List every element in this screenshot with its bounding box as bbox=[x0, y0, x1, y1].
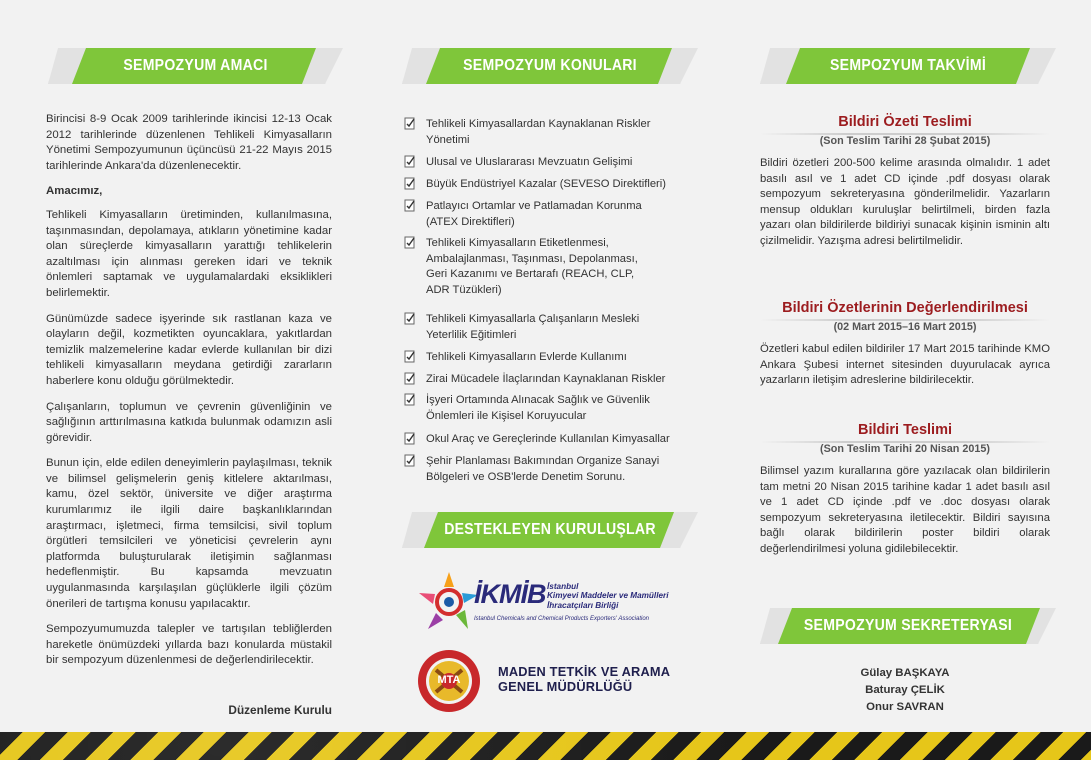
topic-item: Tehlikeli Kimyasalların Etiketlenmesi, Ambalajlanması, Taşınması, Depolanması, Geri Kazanımı ve Bertarafı (REACH, CLP, ADR Tüzükleri) bbox=[402, 236, 660, 298]
topic-item: Şehir Planlaması Bakımından Organize Sanayi Bölgeleri ve OSB'lerde Denetim Sorunu. bbox=[402, 454, 678, 485]
checklist-icon bbox=[404, 117, 416, 130]
checklist-icon bbox=[404, 177, 416, 190]
mta-logo bbox=[416, 648, 696, 716]
ikmib-line1: İstanbul bbox=[547, 582, 579, 591]
abstract-submission-title: Bildiri Özeti Teslimi bbox=[838, 114, 972, 130]
member-name: Onur SAVRAN bbox=[866, 701, 944, 713]
checklist-icon bbox=[404, 432, 416, 445]
hazard-stripe-footer bbox=[0, 732, 1091, 760]
ikmib-english: Istanbul Chemicals and Chemical Products Exporters' Association bbox=[474, 616, 650, 622]
aim-intro-paragraph: Birincisi 8-9 Ocak 2009 tarihlerinde ikincisi 12-13 Ocak 2012 tarihlerinde düzenlenen Tehlikeli Kimyasalların Yönetimi Sempozyumunun üçüncüsü 21-22 Mayıs 2015 tarihlerinde Ankara'da düzenlenecektir. bbox=[46, 113, 332, 172]
abstract-evaluation-title: Bildiri Özetlerinin Değerlendirilmesi bbox=[782, 300, 1028, 316]
mta-name-line2: GENEL MÜDÜRLÜĞÜ bbox=[498, 679, 633, 694]
secretariat-header: SEMPOZYUM SEKRETERYASI bbox=[803, 617, 1013, 634]
aim-paragraph-2: Tehlikeli Kimyasalların üretiminden, kullanılmasına, taşınmasından, depolamaya, atıkların yönetimine kadar olan süreçlerde kimyasalların yarattığı tehlikelerin azaltılması için alınması gereken idari ve teknik önlemleri saptamak ve uygulamalardaki eksiklikleri belirlemektir. bbox=[46, 208, 332, 299]
checklist-icon bbox=[404, 372, 416, 385]
topic-item: Zirai Mücadele İlaçlarından Kaynaklanan Riskler bbox=[402, 372, 692, 388]
paper-submission-date: (Son Teslim Tarihi 20 Nisan 2015) bbox=[760, 441, 1050, 455]
topic-item: Tehlikeli Kimyasallarla Çalışanların Mesleki Yeterlilik Eğitimleri bbox=[402, 312, 674, 343]
secretariat-banner bbox=[760, 608, 1056, 644]
aim-banner bbox=[48, 48, 343, 84]
abstract-evaluation-date: (02 Mart 2015–16 Mart 2015) bbox=[760, 319, 1050, 333]
signature: Düzenleme Kurulu bbox=[228, 703, 332, 717]
abstract-submission-body: Bildiri özetleri 200-500 kelime arasında olmalıdır. 1 adet basılı asıl ve 1 adet CD içinde .pdf dosyası olarak sempozyum sekreteryasına gönderilmelidir. Yazarların mensup oldukları kuruluşlar belirtilmeli, birden fazla yazarı olan bildirilerde bildiriyi sunacak kişinin isminin altı çizilmelidir. Yazışma adresi belirtilmelidir. bbox=[760, 157, 1050, 247]
member-name: Baturay ÇELİK bbox=[865, 684, 945, 696]
member-name: Gülay BAŞKAYA bbox=[860, 667, 950, 679]
calendar-header: SEMPOZYUM TAKVİMİ bbox=[830, 57, 986, 74]
aim-header: SEMPOZYUM AMACI bbox=[123, 57, 268, 74]
ikmib-line3: İhracatçıları Birliği bbox=[547, 600, 619, 610]
paper-submission-title: Bildiri Teslimi bbox=[857, 422, 952, 438]
supporters-banner bbox=[402, 512, 698, 548]
checklist-icon bbox=[404, 155, 416, 168]
calendar-banner bbox=[760, 48, 1056, 84]
supporters-header: DESTEKLEYEN KURULUŞLAR bbox=[444, 521, 656, 538]
topic-item: Ulusal ve Uluslararası Mevzuatın Gelişimi bbox=[402, 155, 692, 171]
checklist-icon bbox=[404, 350, 416, 363]
ikmib-name: İKMİB bbox=[474, 579, 546, 609]
abstract-evaluation-body: Özetleri kabul edilen bildiriler 17 Mart 2015 tarihinde KMO Ankara Şubesi internet sitesinden duyurulacak ayrıca yazarların iletişim adreslerine bildirilecektir. bbox=[760, 343, 1050, 387]
ikmib-logo bbox=[416, 569, 696, 635]
secretariat-members bbox=[760, 665, 1050, 716]
checklist-icon bbox=[404, 454, 416, 467]
aim-paragraph-6: Sempozyumumuzda talepler ve tartışılan tebliğlerden hareketle önümüzdeki yıllarda bazı konularda müstakil bir sempozyum düzenlenmesi de değerlendirilecektir. bbox=[46, 623, 332, 667]
checklist-icon bbox=[404, 236, 416, 249]
aim-label: Amacımız, bbox=[46, 185, 103, 198]
topics-banner bbox=[402, 48, 698, 84]
topic-item: İşyeri Ortamında Alınacak Sağlık ve Güvenlik Önlemleri ile Kişisel Koruyucular bbox=[402, 393, 664, 424]
checklist-icon bbox=[404, 393, 416, 406]
ikmib-emblem-icon bbox=[416, 569, 482, 635]
topic-item: Patlayıcı Ortamlar ve Patlamadan Korunma (ATEX Direktifleri) bbox=[402, 199, 664, 230]
topics-header: SEMPOZYUM KONULARI bbox=[463, 57, 637, 74]
aim-paragraph-4: Çalışanların, toplumun ve çevrenin güvenliğinin ve sağlığının arttırılmasına katkıda bulunmak odamızın asli görevidir. bbox=[46, 400, 332, 444]
mta-seal-text: MTA bbox=[437, 674, 461, 686]
topic-item: Büyük Endüstriyel Kazalar (SEVESO Direktifleri) bbox=[402, 177, 692, 193]
topic-item: Tehlikeli Kimyasalların Evlerde Kullanımı bbox=[402, 350, 692, 366]
aim-paragraph-3: Günümüzde sadece işyerinde sık rastlanan kaza ve olayların değil, kozmetikten oyuncaklara, yakıtlardan temizlik malzemelerine kadar evlerde kullanılan bir dizi tehlikeli kimyasalların meydana getirdiği zararların haberlere konu olduğu görülmektedir. bbox=[46, 312, 332, 387]
checklist-icon bbox=[404, 199, 416, 212]
mta-name-line1: MADEN TETKİK VE ARAMA bbox=[498, 664, 671, 679]
checklist-icon bbox=[404, 312, 416, 325]
paper-submission-body: Bilimsel yazım kurallarına göre yazılacak olan bildirilerin tam metni 20 Nisan 2015 tarihine kadar 1 adet basılı asıl ve 1 adet CD içinde .pdf ve .doc dosyası olarak sempozyum sekreteryasına iletilecektir. Bildiri sayısına bağlı olarak bildirilerin poster bildiri olarak değerlendirilmesi yoluna gidilebilecektir. bbox=[760, 465, 1050, 555]
aim-paragraph-5: Bunun için, elde edilen deneyimlerin paylaşılması, teknik ve bilimsel gelişmelerin geniş kitlelere aktarılması, kamu, özel sektör, üniversite ve diğer araştırma kurumlarımız ile ilgili daire başkanlıklarından araştırmacı, işletmeci, firma temsilcisi, sivil toplum örgütleri temsilcileri ve yöneticisi çevrelerin aynı platformda buluşturularak iletişimin sağlanması hedeflenmiştir. Bu kapsamda mevzuatın uygulanmasında karşılaşılan güçlüklerle ilgili çözüm önerileri de tartışma konusu yapılacaktır. bbox=[46, 457, 332, 610]
abstract-submission-date: (Son Teslim Tarihi 28 Şubat 2015) bbox=[760, 133, 1050, 147]
topic-item: Okul Araç ve Gereçlerinde Kullanılan Kimyasallar bbox=[402, 432, 692, 448]
topic-item: Tehlikeli Kimyasallardan Kaynaklanan Riskler Yönetimi bbox=[402, 117, 692, 148]
ikmib-line2: Kimyevi Maddeler ve Mamülleri bbox=[547, 591, 669, 601]
